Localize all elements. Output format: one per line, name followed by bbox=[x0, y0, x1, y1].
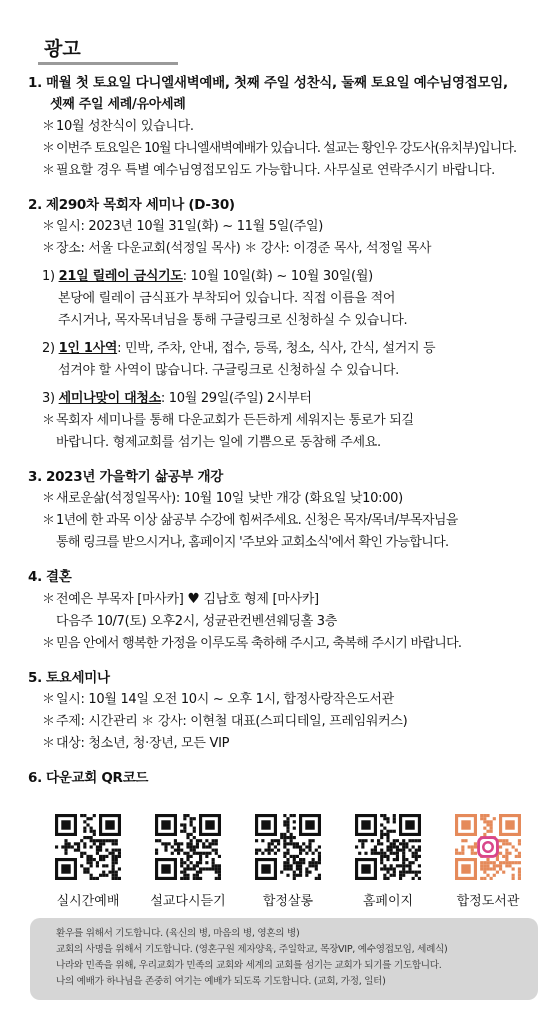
bullet: ＊일시: 2023년 10월 31일(화) ~ 11월 5일(주일) bbox=[42, 219, 324, 234]
sub-item-text: 주시거나, 목자목녀님을 통해 구글링크로 신청하실 수 있습니다. bbox=[58, 313, 408, 328]
bullet: ＊대상: 청소년, 청·장년, 모든 VIP bbox=[42, 736, 230, 751]
page-title: 광고 bbox=[44, 38, 81, 60]
qr-code-icon[interactable] bbox=[355, 814, 421, 880]
bullet-cont: 통해 링크를 받으시거나, 홈페이지 '주보와 교회소식'에서 확인 가능합니다. bbox=[56, 535, 449, 550]
bullet: ＊새로운삶(석정일목사): 10월 10일 낮반 개강 (화요일 낮10:00) bbox=[42, 491, 403, 506]
bullet: ＊목회자 세미나를 통해 다운교회가 든든하게 세워지는 통로가 되길 bbox=[42, 413, 414, 428]
sub-item-text: 본당에 릴레이 금식표가 부착되어 있습니다. 직접 이름을 적어 bbox=[58, 291, 396, 306]
qr-item-homepage[interactable] bbox=[340, 814, 436, 909]
prayer-line: 나라와 민족을 위해, 우리교회가 민족의 교회와 세계의 교회를 섬기는 교회가 되기를 기도합니다. bbox=[56, 960, 442, 971]
instagram-qr-code-icon[interactable] bbox=[455, 814, 521, 880]
prayer-line: 교회의 사명을 위해서 기도합니다. (영혼구원 제자양육, 주일학교, 목장VIP, 예수영접모임, 세례식) bbox=[56, 944, 448, 955]
bullet: ＊필요할 경우 특별 예수님영접모임도 가능합니다. 사무실로 연락주시기 바랍니다. bbox=[42, 163, 496, 178]
bullet: ＊ 이번주 토요일은 10월 다니엘새벽예배가 있습니다. 설교는 황인우 강도사(유치부)입니다. bbox=[42, 141, 517, 156]
section-3 bbox=[28, 466, 548, 554]
bullet: ＊일시: 10월 14일 오전 10시 ~ 오후 1시, 합정사랑작은도서관 bbox=[42, 692, 394, 707]
bullet: ＊ 1년에 한 과목 이상 삶공부 수강에 힘써주세요. 신청은 목자/목녀/부목자님을 bbox=[42, 513, 458, 528]
qr-code-icon[interactable] bbox=[155, 814, 221, 880]
qr-code-icon[interactable] bbox=[255, 814, 321, 880]
bullet: ＊주제: 시간관리 ＊ 강사: 이현철 대표(스피디테일, 프레임워커스) bbox=[42, 714, 408, 729]
section-2 bbox=[28, 194, 548, 454]
prayer-line: 환우를 위해서 기도합니다. (육신의 병, 마음의 병, 영혼의 병) bbox=[56, 928, 300, 939]
qr-label: 합정살롱 bbox=[262, 894, 314, 909]
qr-item-sermon-replay[interactable] bbox=[140, 814, 236, 909]
qr-label: 합정도서관 bbox=[456, 894, 520, 909]
qr-item-hapjeong-salon[interactable] bbox=[240, 814, 336, 909]
section-4 bbox=[28, 566, 548, 655]
prayer-line: 나의 예배가 하나님을 존중히 여기는 예배가 되도록 기도합니다. (교회, 가정, 일터) bbox=[56, 976, 386, 987]
section-5 bbox=[28, 667, 548, 755]
section-5-title: 5. 토요세미나 bbox=[28, 670, 110, 686]
section-1-title: 1. 매월 첫 토요일 다니엘새벽예배, 첫째 주일 성찬식, 둘째 토요일 예수님영접모임, bbox=[28, 75, 508, 91]
bullet-cont: 바랍니다. 형제교회를 섬기는 일에 기쁨으로 동참해 주세요. bbox=[56, 435, 381, 450]
sub-item-text: 섬겨야 할 사역이 많습니다. 구글링크로 신청하실 수 있습니다. bbox=[58, 363, 399, 378]
bullet: ＊전예은 부목자 [마사카] ♥ 김남호 형제 [마사카] bbox=[42, 591, 319, 607]
section-2-title: 2. 제290차 목회자 세미나 (D-30) bbox=[28, 197, 235, 213]
qr-code-row bbox=[40, 814, 536, 909]
qr-label: 홈페이지 bbox=[362, 894, 414, 909]
bullet: ＊ 믿음 안에서 행복한 가정을 이루도록 축하해 주시고, 축복해 주시기 바랍니다. bbox=[42, 636, 462, 651]
section-1 bbox=[28, 72, 548, 182]
qr-label: 설교다시듣기 bbox=[150, 894, 226, 909]
bullet: ＊10월 성찬식이 있습니다. bbox=[42, 119, 194, 134]
heart-icon: ♥ bbox=[187, 591, 200, 607]
section-6-title: 6. 다운교회 QR코드 bbox=[28, 770, 149, 786]
sub-item-one-ministry: 2) 1인 1사역: 민박, 주차, 안내, 접수, 등록, 청소, 식사, 간식, 설거지 등 bbox=[42, 341, 436, 356]
announcements bbox=[28, 72, 548, 789]
qr-item-live-worship[interactable] bbox=[40, 814, 136, 909]
section-4-title: 4. 결혼 bbox=[28, 569, 72, 585]
qr-item-library[interactable] bbox=[440, 814, 536, 909]
header-divider bbox=[38, 62, 178, 65]
sub-item-relay-fasting: 1) 21일 릴레이 금식기도: 10월 10일(화) ~ 10월 30일(월) bbox=[42, 269, 373, 284]
section-3-title: 3. 2023년 가을학기 삶공부 개강 bbox=[28, 469, 223, 485]
sub-item-cleaning: 3) 세미나맞이 대청소: 10월 29일(주일) 2시부터 bbox=[42, 391, 312, 406]
prayer-box bbox=[30, 918, 538, 1000]
section-1-title-cont: 셋째 주일 세례/유아세례 bbox=[50, 97, 186, 112]
qr-label: 실시간예배 bbox=[56, 894, 120, 909]
bullet-cont: 다음주 10/7(토) 오후2시, 성균관컨벤션웨딩홀 3층 bbox=[56, 614, 338, 629]
qr-code-icon[interactable] bbox=[55, 814, 121, 880]
bullet: ＊장소: 서울 다운교회(석정일 목사) ＊ 강사: 이경준 목사, 석정일 목사 bbox=[42, 241, 432, 256]
